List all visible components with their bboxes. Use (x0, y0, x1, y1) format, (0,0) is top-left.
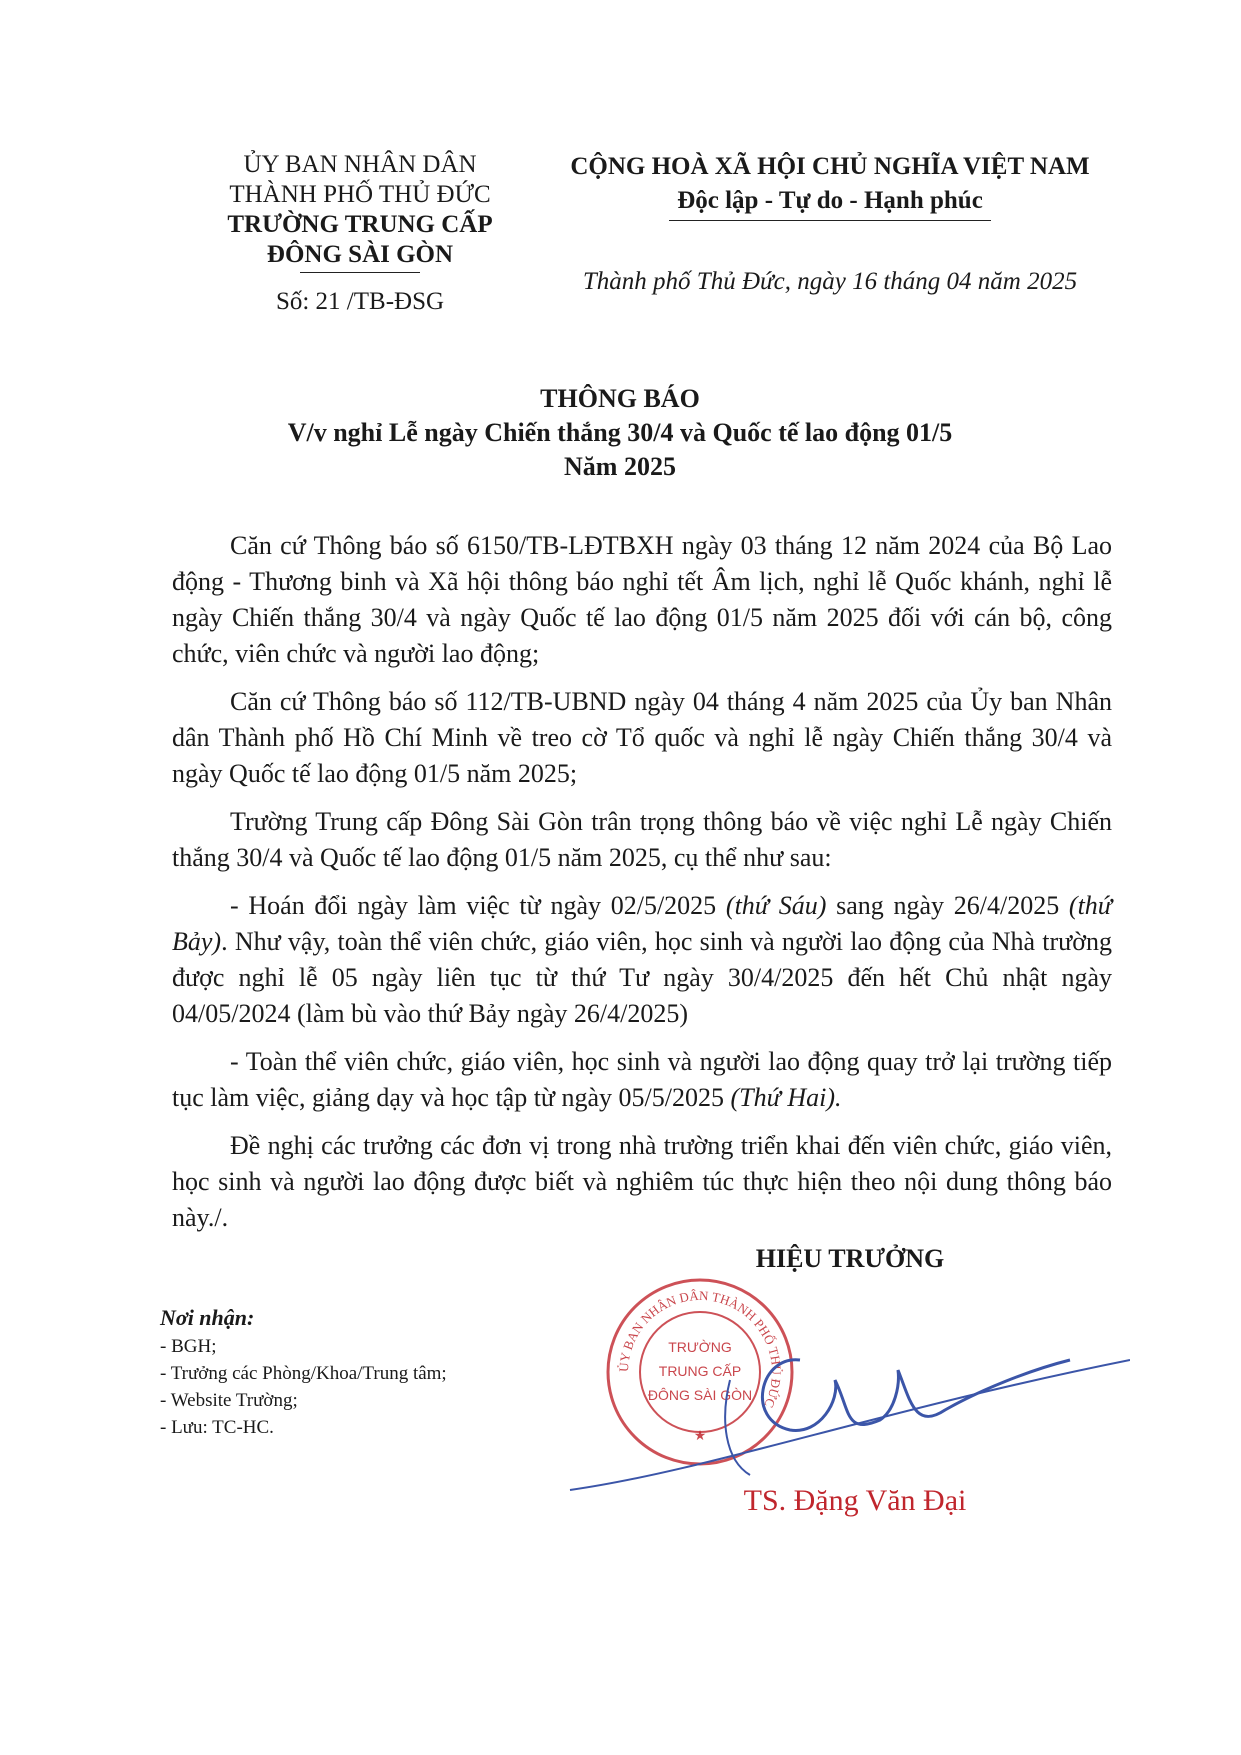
p4-text-c: sang ngày 26/4/2025 (826, 891, 1069, 920)
signer-name: TS. Đặng Văn Đại (743, 1484, 967, 1517)
body-paragraph-3: Trường Trung cấp Đông Sài Gòn trân trọng thông báo về việc nghỉ Lễ ngày Chiến thắng 30/4 và Quốc tế lao động 01/5 năm 2025, cụ thể như sau: (172, 807, 1112, 872)
issuing-authority (190, 150, 530, 317)
p5-text-a: - Toàn thể viên chức, giáo viên, học sinh và người lao động quay trở lại trường tiếp tục làm việc, giảng dạy và học tập từ ngày 05/5/2025 (172, 1047, 1112, 1112)
stamp-line-3: ĐÔNG SÀI GÒN (647, 1387, 753, 1403)
signer-position: HIỆU TRƯỞNG (755, 1244, 945, 1273)
recipient-item: - Website Trường; (160, 1390, 298, 1411)
title-subject: V/v nghỉ Lễ ngày Chiến thắng 30/4 và Quốc tế lao động 01/5 (287, 418, 953, 447)
stamp-line-1: TRƯỜNG (668, 1339, 732, 1355)
school-name-line-2: ĐÔNG SÀI GÒN (266, 241, 454, 268)
national-motto: Độc lập - Tự do - Hạnh phúc (669, 184, 991, 221)
recipient-item: - Lưu: TC-HC. (160, 1417, 274, 1438)
body-paragraph-5 (172, 1044, 1112, 1116)
p4-text-e: . Như vậy, toàn thể viên chức, giáo viên, học sinh và người lao động của Nhà trường được nghỉ lễ 05 ngày liên tục từ thứ Tư ngày 30/4/2025 đến hết Chủ nhật ngày 04/05/2024 (làm bù vào thứ Bảy ngày 26/4/2025) (172, 927, 1112, 1028)
place-and-date: Thành phố Thủ Đức, ngày 16 tháng 04 năm 2025 (582, 268, 1078, 295)
title-year: Năm 2025 (564, 452, 676, 481)
header-left-divider (300, 272, 420, 273)
handwritten-signature (550, 1300, 1130, 1500)
stamp-ring-text: ỦY BAN NHÂN DÂN THÀNH PHỐ THỦ ĐỨC (615, 1287, 785, 1410)
p5-weekday: (Thứ Hai). (730, 1083, 842, 1112)
body-paragraph-6: Đề nghị các trưởng các đơn vị trong nhà trường triển khai đến viên chức, giáo viên, học sinh và người lao động được biết và nghiêm túc thực hiện theo nội dung thông báo này./. (172, 1131, 1112, 1232)
authority-line-2: THÀNH PHỐ THỦ ĐỨC (229, 181, 491, 208)
national-heading (560, 150, 1100, 299)
body-paragraph-2: Căn cứ Thông báo số 112/TB-UBND ngày 04 tháng 4 năm 2025 của Ủy ban Nhân dân Thành phố Hồ Chí Minh về treo cờ Tổ quốc và nghỉ lễ ngày Chiến thắng 30/4 và ngày Quốc tế lao động 01/5 năm 2025; (172, 687, 1112, 788)
recipient-item: - Trưởng các Phòng/Khoa/Trung tâm; (160, 1363, 447, 1384)
document-title (170, 382, 1070, 484)
document-number: Số: 21 /TB-ĐSG (275, 288, 445, 315)
p4-weekday-2: (thứ Bảy) (172, 891, 1112, 956)
recipients-block (160, 1304, 580, 1441)
school-name-line-1: TRƯỜNG TRUNG CẤP (227, 211, 493, 238)
recipient-item: - BGH; (160, 1336, 217, 1357)
p4-weekday-1: (thứ Sáu) (725, 891, 827, 920)
recipients-title: Nơi nhận: (160, 1305, 255, 1330)
body-paragraph-1: Căn cứ Thông báo số 6150/TB-LĐTBXH ngày 03 tháng 12 năm 2024 của Bộ Lao động - Thương binh và Xã hội thông báo nghỉ tết Âm lịch, nghỉ lễ Quốc khánh, nghỉ lễ ngày Chiến thắng 30/4 và ngày Quốc tế lao động 01/5 năm 2025 đối với cán bộ, công chức, viên chức và người lao động; (172, 531, 1112, 668)
p4-text-a: - Hoán đổi ngày làm việc từ ngày 02/5/2025 (230, 891, 726, 920)
title-main: THÔNG BÁO (540, 384, 700, 413)
stamp-line-2: TRUNG CẤP (658, 1363, 742, 1379)
body-paragraph-4 (172, 888, 1112, 1032)
country-name: CỘNG HOÀ XÃ HỘI CHỦ NGHĨA VIỆT NAM (570, 153, 1090, 180)
stamp-star-icon: ★ (693, 1429, 707, 1444)
authority-line-1: ỦY BAN NHÂN DÂN (243, 151, 477, 178)
document-body (172, 528, 1112, 1248)
